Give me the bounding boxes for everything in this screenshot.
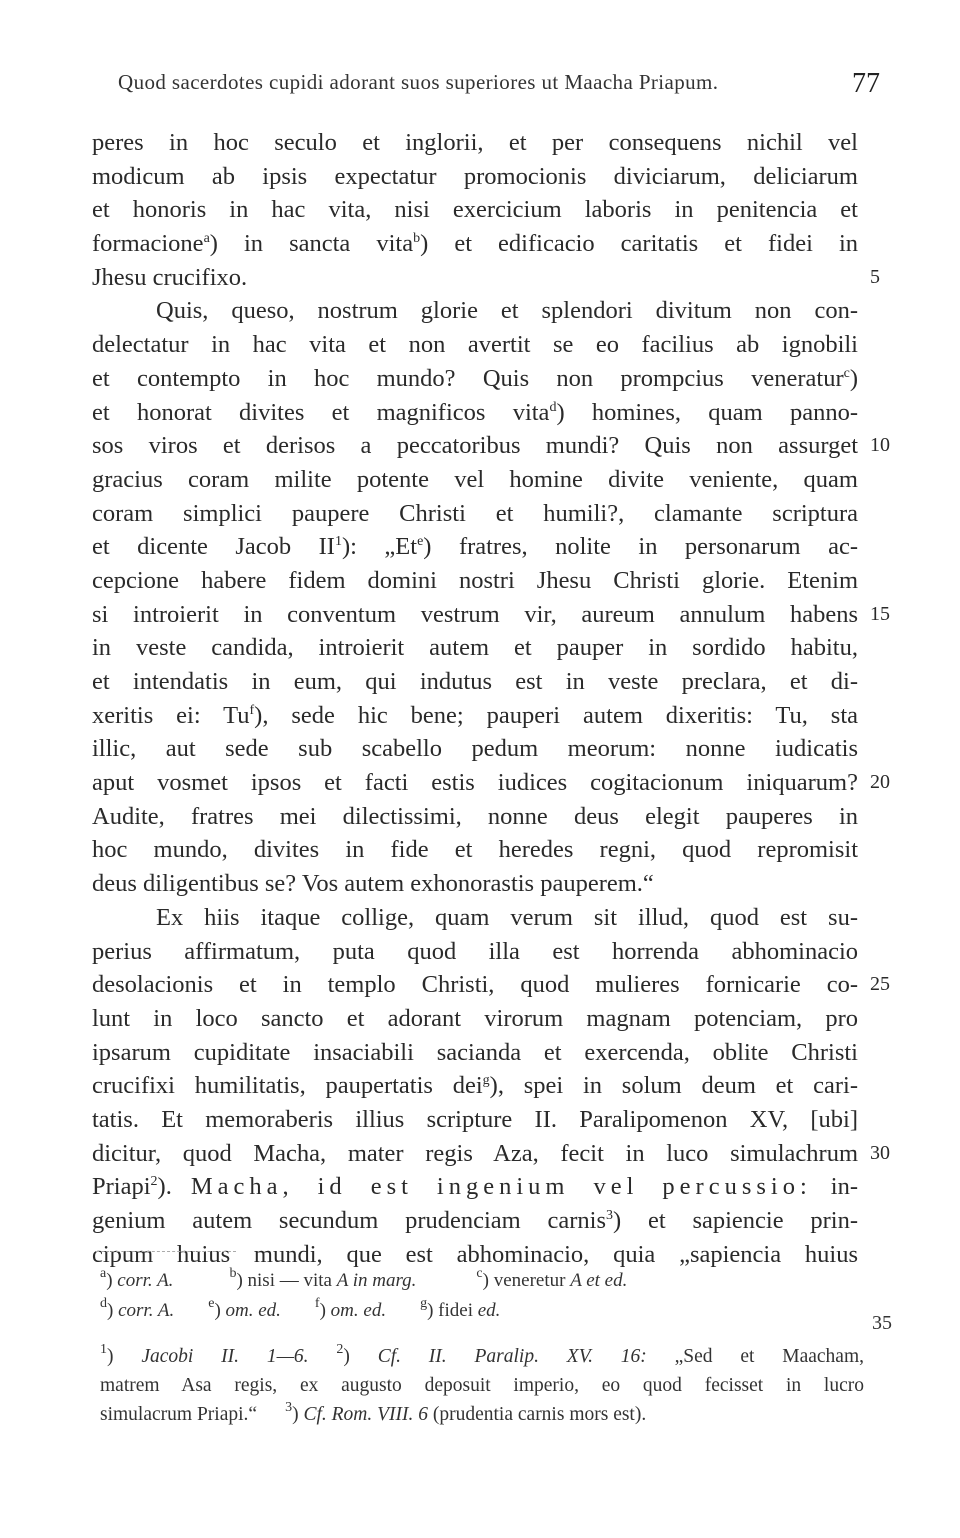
text-line: deus diligentibus se? Vos autem exhonorastis pauperem.“: [92, 870, 654, 898]
text-line: Jhesu crucifixo. 5: [92, 261, 858, 295]
text-line: gracius coram milite potente vel homine divite veniente, quam: [92, 465, 858, 493]
footnote-separator: [96, 1251, 236, 1252]
text-line: Priapi$^2$). Macha, id est ingenium vel percussio: in-: [92, 1173, 858, 1201]
text-line: et intendatis in eum, qui indutus est in veste preclara, et di-: [92, 668, 858, 695]
line-number: 25: [870, 973, 890, 996]
text-line: genium autem secundum prudenciam carnis$^3$) et sapiencie prin-: [92, 1207, 859, 1234]
text-line: formacione$^a$) in sancta vita$^b$) et edificacio caritatis et fidei in: [92, 230, 858, 258]
footnote-marker: 1: [334, 534, 342, 550]
text-line: Quis, queso, nostrum glorie et splendori divitum non con-: [156, 297, 858, 325]
text-line: et dicente Jacob $II^1$): „Et$^e$) fratres, nolite in personarum ac-: [92, 533, 858, 561]
apparatus-marker: b: [413, 231, 421, 247]
text-line: dicitur, quod Macha, mater regis Aza, fecit in luco simulachrum 30: [92, 1137, 858, 1171]
apparatus-marker: e: [417, 534, 424, 550]
text-line: cepcione habere fidem domini nostri Jhesu Christi glorie. Etenim: [92, 566, 858, 594]
apparatus-marker: d: [549, 399, 557, 415]
text-line: in veste candida, introierit autem et pauper in sordido habitu,: [92, 634, 858, 662]
text-line: peres in hoc seculo et inglorii, et per consequens nichil vel: [92, 129, 858, 156]
text-line: hoc mundo, divites in fide et heredes regni, quod repromisit: [92, 836, 858, 864]
text-line: Ex hiis itaque collige, quam verum sit illud, quod est su-: [156, 903, 858, 931]
text-line: modicum ab ipsis expectatur promocionis diviciarum, deliciarum: [92, 162, 858, 190]
text-line: coram simplici paupere Christi et humili?, clamante scriptura: [92, 499, 858, 527]
line-number: 5: [870, 265, 880, 288]
apparatus-marker: g: [482, 1073, 490, 1089]
text-line: et contempto in hoc mundo? Quis non prompcius veneratur$^c$): [92, 364, 858, 392]
text-line: desolacionis et in templo Christi, quod mulieres fornicarie co- 25: [92, 968, 858, 1002]
footnote-line: matrem Asa regis, ex augusto deposuit imperio, eo quod fecisset in lucro: [100, 1375, 864, 1396]
text-line: xeritis ei: Tu$^f$), sede hic bene; pauperi autem dixeritis: Tu, sta: [92, 701, 859, 729]
line-number: 35: [872, 1312, 892, 1334]
text-line: crucifixi humilitatis, paupertatis dei$^g$), spei in solum deum et cari-: [92, 1072, 858, 1100]
text-line: lunt in loco sancto et adorant virorum magnam potenciam, pro: [92, 1004, 858, 1032]
apparatus-marker: a: [203, 231, 210, 247]
text-line: delectatur in hac vita et non avertit se eo facilius ab ignobili: [92, 331, 858, 359]
main-text: [92, 126, 890, 1271]
text-line: perius affirmatum, puta quod illa est horrenda abhominacio: [92, 937, 858, 965]
footnotes: [100, 1342, 864, 1429]
apparatus-marker: c: [843, 365, 850, 381]
footnote-line: $^1$) Jacobi II. 1—6. $^2$) Cf. II. Paralip. XV. 16: „Sed et Maacham,: [100, 1342, 865, 1367]
apparatus-line: $^a$) corr. A. $^b$) nisi — vita A in marg. $^c$) veneretur A et ed.: [100, 1266, 628, 1291]
line-number: 15: [870, 602, 890, 625]
text-line: aput vosmet ipsos et facti estis iudices cogitacionum iniquarum? 20: [92, 766, 858, 800]
line-number: 20: [870, 771, 890, 794]
footnote-line: simulacrum Priapi.“ $^3$) Cf. Rom. VIII. 6 (prudentia carnis mors est).: [100, 1400, 647, 1425]
text-line: et honorat divites et magnificos vita$^d$) homines, quam panno-: [92, 398, 858, 426]
footnote-marker: 2: [150, 1174, 158, 1190]
text-line: sos viros et derisos a peccatoribus mundi? Quis non assurget 10: [92, 429, 858, 463]
line-number: 30: [870, 1141, 890, 1164]
text-line: illic, aut sede sub scabello pedum meorum: nonne iudicatis: [92, 735, 858, 763]
apparatus-marker: f: [249, 702, 255, 718]
line-number: 10: [870, 434, 890, 457]
text-line: si introierit in conventum vestrum vir, aureum annulum habens 15: [92, 598, 858, 632]
page-number: 77: [852, 68, 880, 99]
apparatus-line: $^d$) corr. A. $^e$) om. ed. $^f$) om. ed. $^g$) fidei ed.: [100, 1296, 501, 1321]
text-line: ipsarum cupiditate insaciabili sacianda et exercenda, oblite Christi: [92, 1038, 858, 1066]
text-line: Audite, fratres mei dilectissimi, nonne deus elegit pauperes in: [92, 802, 858, 830]
page-header: [118, 66, 880, 102]
footnote-marker: 3: [606, 1208, 614, 1223]
spaced-text: Macha, id est ingenium vel percussio:: [190, 1173, 812, 1201]
text-line: cipum huius mundi, que est abhominacio, quia „sapiencia huius: [92, 1240, 858, 1268]
running-head: Quod sacerdotes cupidi adorant suos superiores ut Maacha Priapum.: [118, 70, 719, 94]
text-line: et honoris in hac vita, nisi exercicium laboris in penitencia et: [92, 196, 858, 224]
text-line: tatis. Et memoraberis illius scripture II. Paralipomenon XV, [ubi]: [92, 1105, 858, 1133]
